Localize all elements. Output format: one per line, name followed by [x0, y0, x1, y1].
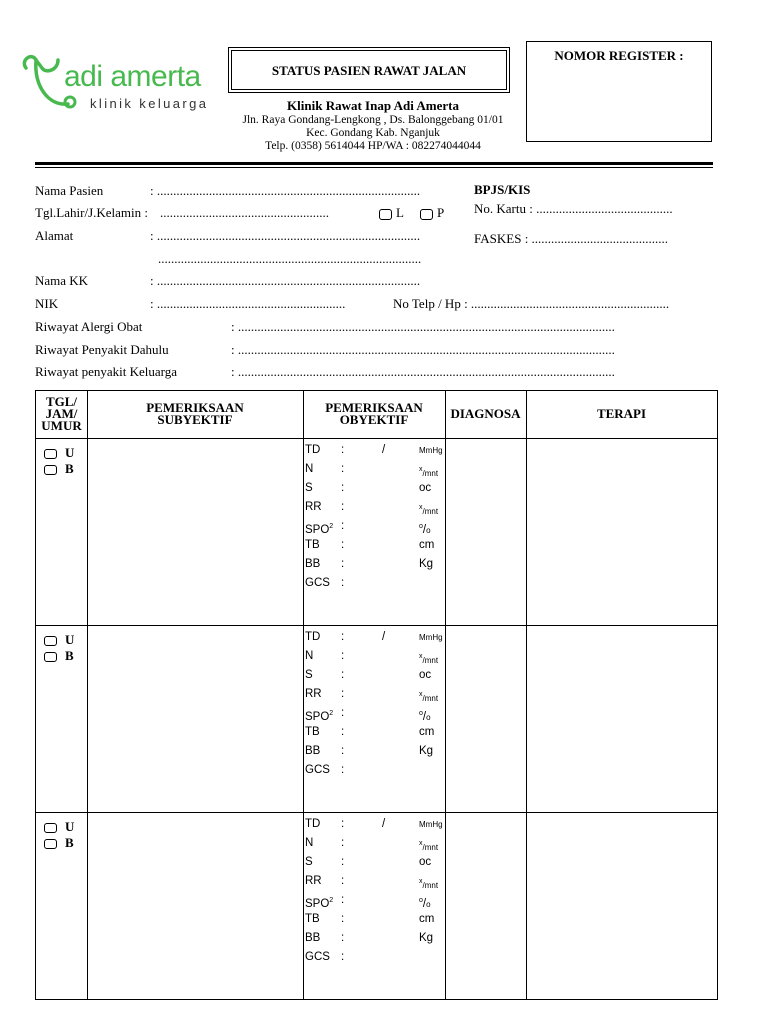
vital-bb[interactable]: BB : Kg — [305, 932, 434, 944]
form-title-box — [228, 47, 510, 93]
vital-bb[interactable]: BB : Kg — [305, 745, 434, 757]
clinic-logo — [18, 46, 230, 120]
vital-spo2[interactable]: SPO$^2$ : $^o$/o — [305, 894, 431, 910]
field-alamat-cont[interactable]: ................................................................................. — [158, 251, 422, 266]
field-nik[interactable]: : .......................................................... — [150, 296, 346, 311]
option-b-label: B — [65, 648, 74, 663]
field-nama-pasien[interactable]: : ................................................................................. — [150, 183, 421, 198]
gender-option-l[interactable] — [379, 205, 404, 220]
vital-gcs[interactable]: GCS : — [305, 764, 345, 776]
vital-s[interactable]: S : oc — [305, 669, 432, 681]
header-divider-thin — [35, 167, 713, 168]
vital-n[interactable]: N : $^x$/mnt — [305, 463, 439, 478]
register-number-box[interactable] — [526, 41, 712, 142]
clinic-info — [220, 98, 526, 153]
vital-tb[interactable]: TB : cm — [305, 539, 435, 551]
checkbox-icon — [379, 209, 392, 220]
checkbox-icon — [44, 465, 57, 475]
clinic-phone: Telp. (0358) 5614044 HP/WA : 082274044044 — [265, 140, 481, 152]
field-no-kartu[interactable]: No. Kartu : .......................................... — [474, 201, 673, 216]
option-u[interactable] — [44, 632, 74, 648]
visit-type-options — [44, 632, 74, 664]
clinic-name: Klinik Rawat Inap Adi Amerta — [287, 98, 459, 113]
label-nama-kk: Nama KK — [35, 273, 89, 288]
vital-bb[interactable]: BB : Kg — [305, 558, 434, 570]
gender-option-p[interactable] — [420, 205, 444, 220]
vital-spo2[interactable]: SPO$^2$ : $^o$/o — [305, 520, 431, 536]
option-u[interactable] — [44, 445, 74, 461]
visit-type-options — [44, 445, 74, 477]
option-b-label: B — [65, 835, 74, 850]
checkbox-icon — [44, 823, 57, 833]
header-obyektif: PEMERIKSAAN OBYEKTIF — [325, 400, 423, 427]
option-b[interactable] — [44, 461, 74, 477]
logo-brand: adi amerta — [64, 60, 201, 93]
clinic-address-1: Jln. Raya Gondang-Lengkong , Ds. Balonggebang 01/01 — [242, 114, 504, 126]
header-subyektif: PEMERIKSAAN SUBYEKTIF — [146, 400, 244, 427]
vital-td[interactable]: TD : / MmHg — [305, 818, 443, 830]
header-diagnosa: DIAGNOSA — [450, 406, 521, 421]
table-row — [36, 812, 717, 999]
option-u-label: U — [65, 445, 75, 460]
checkbox-icon — [44, 839, 57, 849]
vital-gcs[interactable]: GCS : — [305, 951, 345, 963]
label-penyakit-dahulu: Riwayat Penyakit Dahulu — [35, 342, 169, 357]
vitals-block — [304, 815, 444, 967]
option-u-label: U — [65, 819, 75, 834]
field-alamat[interactable]: : ................................................................................. — [150, 228, 421, 243]
bpjs-title: BPJS/KIS — [474, 182, 531, 197]
logo-subtitle: klinik keluarga — [90, 96, 209, 111]
header-tgl-jam-umur: TGL/ JAM/ UMUR — [41, 394, 82, 433]
vital-td[interactable]: TD : / MmHg — [305, 631, 443, 643]
table-row — [36, 625, 717, 812]
header-divider-thick — [35, 162, 713, 165]
vital-n[interactable]: N : $^x$/mnt — [305, 837, 439, 852]
checkbox-icon — [44, 449, 57, 459]
examination-table — [35, 390, 718, 1000]
option-b[interactable] — [44, 835, 74, 851]
header-terapi: TERAPI — [596, 406, 647, 421]
vital-rr[interactable]: RR : $^x$/mnt — [305, 501, 439, 516]
label-nama-pasien: Nama Pasien — [35, 183, 104, 198]
checkbox-icon — [420, 209, 433, 220]
label-alergi: Riwayat Alergi Obat — [35, 319, 143, 334]
label-tgl-lahir: Tgl.Lahir/J.Kelamin : — [35, 205, 149, 220]
field-penyakit-dahulu[interactable]: : .................................................................................................................... — [231, 342, 615, 357]
register-label: NOMOR REGISTER : — [554, 48, 684, 63]
label-penyakit-keluarga: Riwayat penyakit Keluarga — [35, 364, 177, 379]
form-title: STATUS PASIEN RAWAT JALAN — [271, 63, 467, 78]
vital-s[interactable]: S : oc — [305, 856, 432, 868]
vital-tb[interactable]: TB : cm — [305, 726, 435, 738]
field-tgl-lahir[interactable]: .................................................... — [160, 205, 329, 220]
field-telp[interactable]: No Telp / Hp : ............................................................. — [393, 296, 670, 311]
field-faskes[interactable]: FASKES : .......................................... — [474, 231, 669, 246]
field-nama-kk[interactable]: : ................................................................................. — [150, 273, 421, 288]
field-alergi[interactable]: : .................................................................................................................... — [231, 319, 615, 334]
field-penyakit-keluarga[interactable]: : .................................................................................................................... — [231, 364, 615, 379]
checkbox-icon — [44, 636, 57, 646]
vital-tb[interactable]: TB : cm — [305, 913, 435, 925]
vital-td[interactable]: TD : / MmHg — [305, 444, 443, 456]
vitals-block — [304, 441, 444, 593]
visit-type-options — [44, 819, 74, 851]
checkbox-icon — [44, 652, 57, 662]
option-b-label: B — [65, 461, 74, 476]
vital-rr[interactable]: RR : $^x$/mnt — [305, 688, 439, 703]
gender-l-label: L — [396, 205, 404, 220]
clinic-address-2: Kec. Gondang Kab. Nganjuk — [306, 127, 440, 139]
table-row — [36, 438, 717, 625]
option-u-label: U — [65, 632, 75, 647]
vital-gcs[interactable]: GCS : — [305, 577, 345, 589]
vital-rr[interactable]: RR : $^x$/mnt — [305, 875, 439, 890]
label-alamat: Alamat — [35, 228, 74, 243]
vitals-block — [304, 628, 444, 780]
label-nik: NIK — [35, 296, 59, 311]
vital-n[interactable]: N : $^x$/mnt — [305, 650, 439, 665]
vital-s[interactable]: S : oc — [305, 482, 432, 494]
gender-p-label: P — [437, 205, 445, 220]
vital-spo2[interactable]: SPO$^2$ : $^o$/o — [305, 707, 431, 723]
option-u[interactable] — [44, 819, 74, 835]
option-b[interactable] — [44, 648, 74, 664]
